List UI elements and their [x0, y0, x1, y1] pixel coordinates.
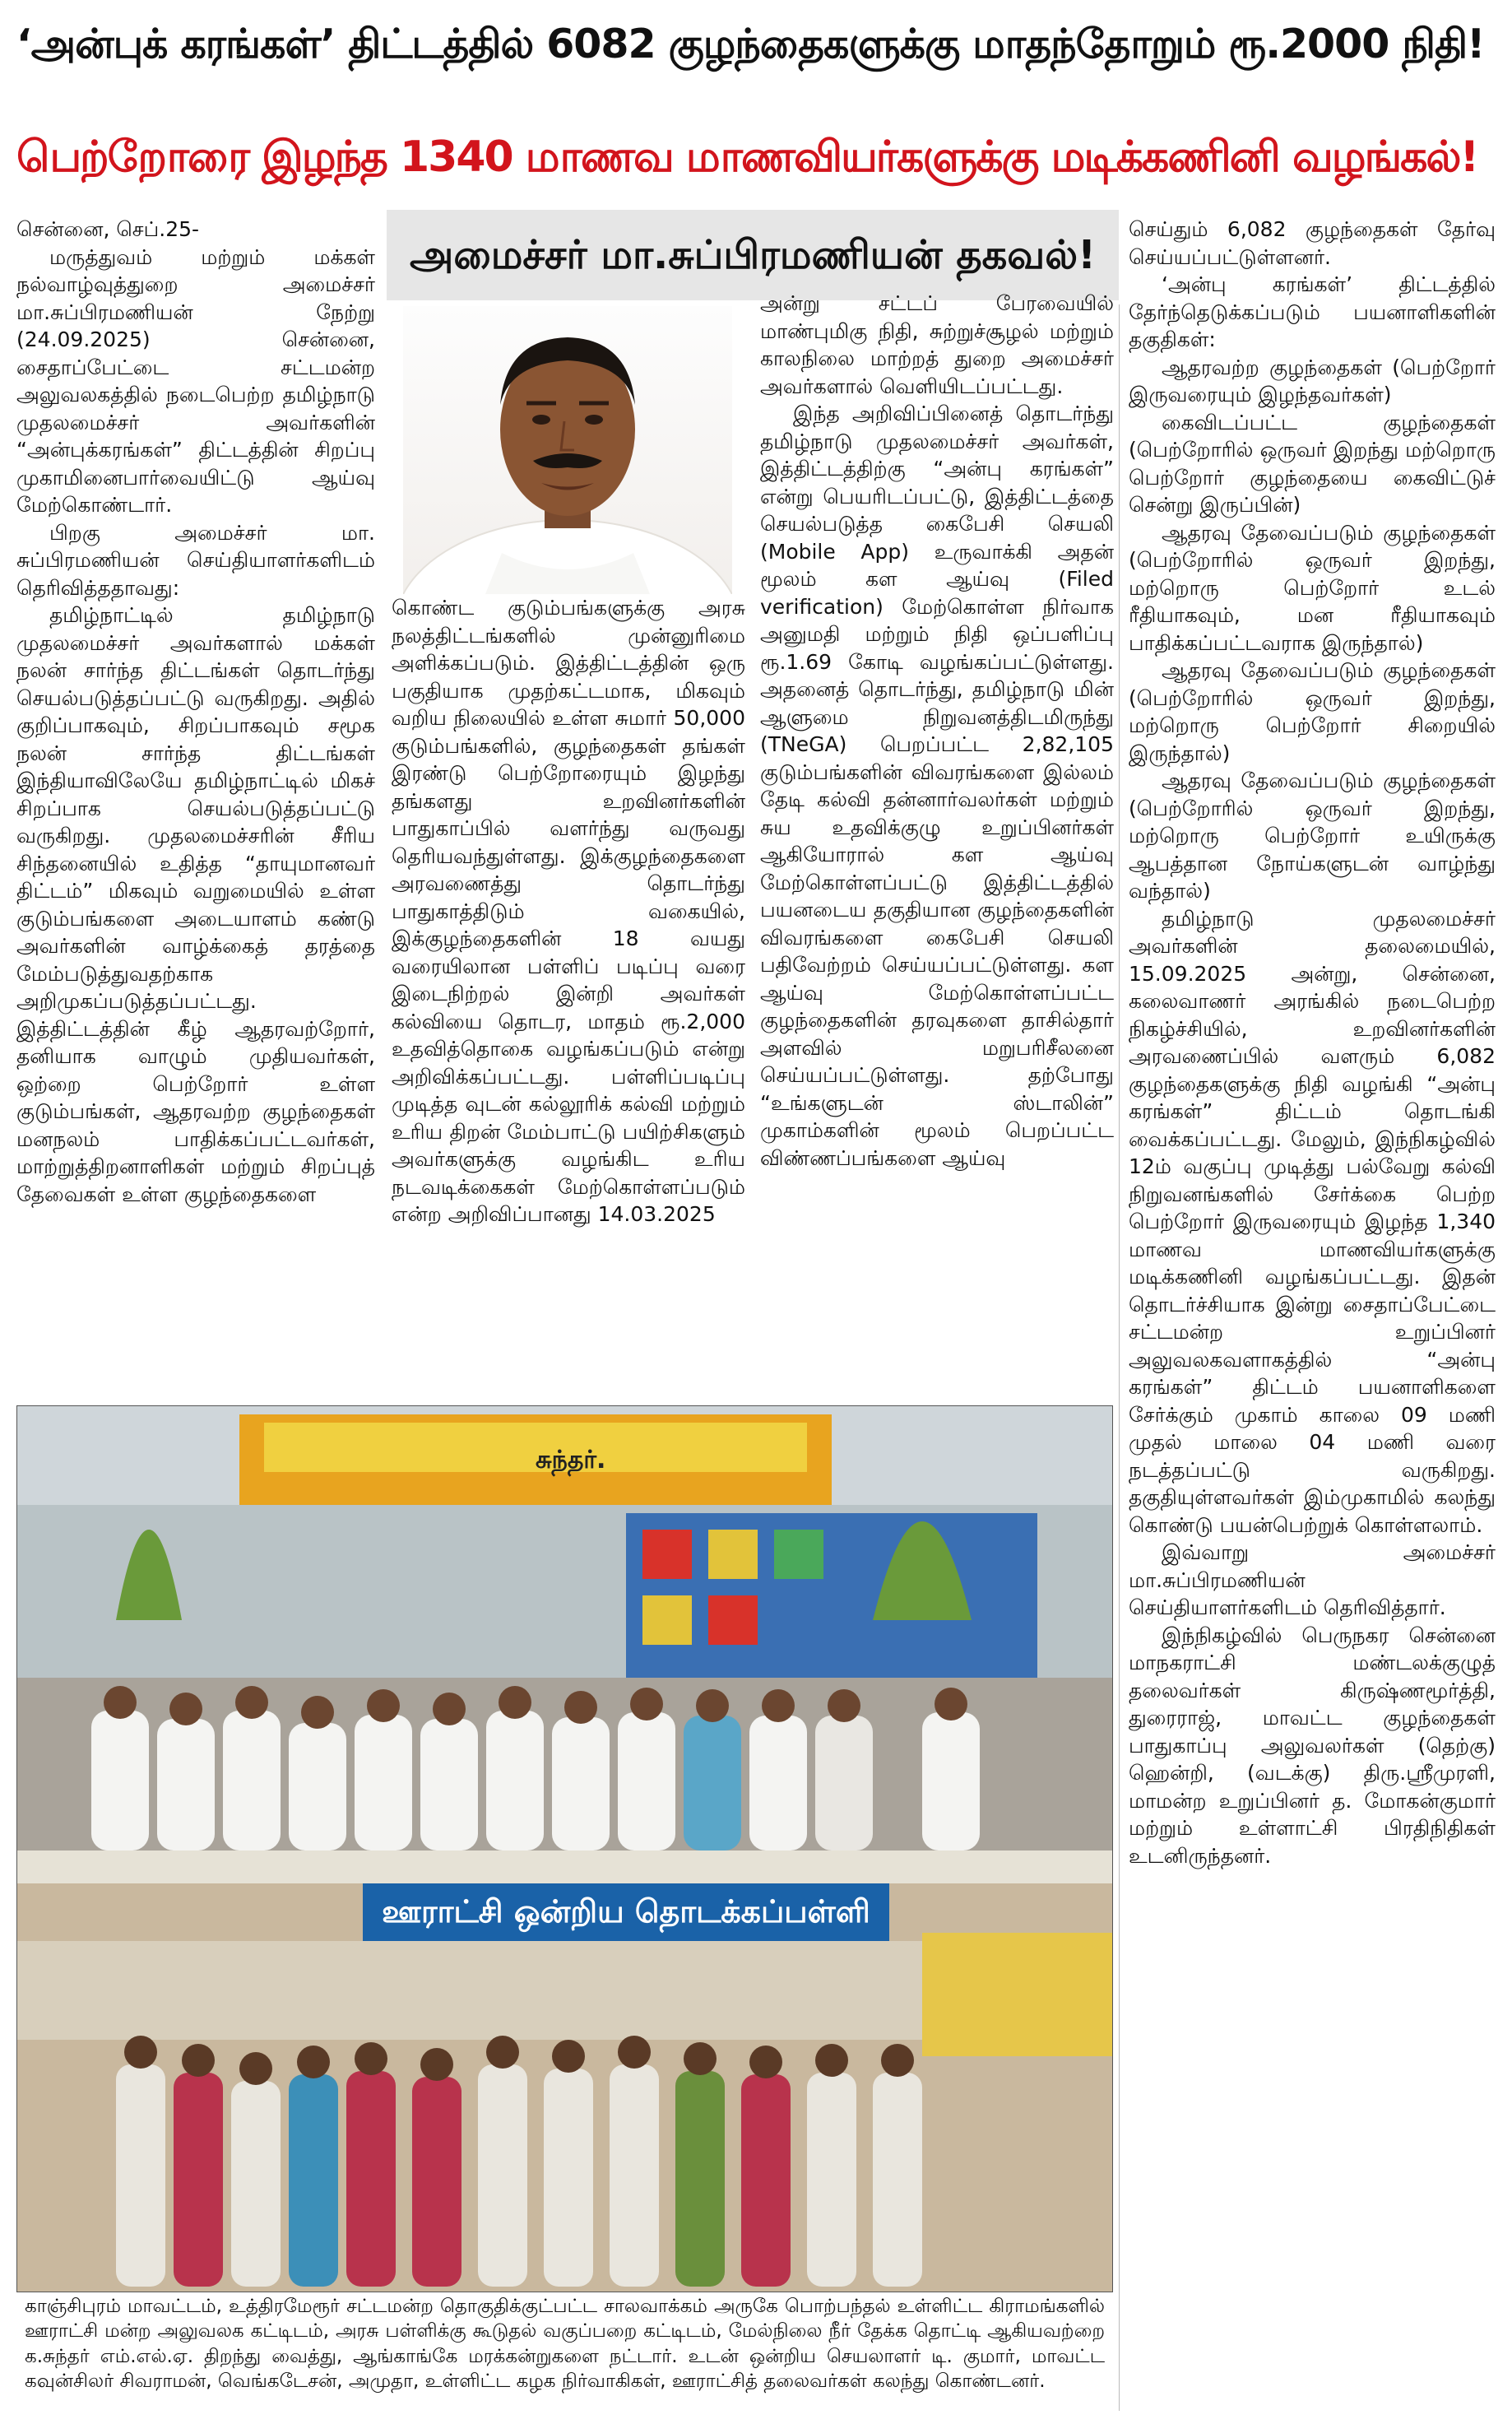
criteria-item: ஆதரவு தேவைப்படும் குழந்தைகள் (பெற்றோரில் ஒருவர் இறந்து, மற்றொரு பெற்றோர் உயிருக்கு ஆபத்தான நோய்களுடன் வாழ்ந்து வந்தால்) — [1129, 769, 1496, 903]
criteria-item: ஆதரவு தேவைப்படும் குழந்தைகள் (பெற்றோரில் ஒருவர் இறந்து, மற்றொரு பெற்றோர் உடல் ரீதியாகவும், மன ரீதியாகவும் பாதிக்கப்பட்டவராக இருந்தால்) — [1129, 520, 1496, 655]
paragraph: அன்று சட்டப் பேரவையில் மாண்புமிகு நிதி, சுற்றுச்சூழல் மற்றும் காலநிலை மாற்றத் துறை அமைச்சர் அவர்களால் வெளியிடப்பட்டது. — [760, 291, 1114, 398]
article-column-2 — [392, 594, 745, 1397]
paragraph: தமிழ்நாடு முதலமைச்சர் அவர்களின் தலைமையில், 15.09.2025 அன்று, சென்னை, கலைவாணர் அரங்கில் நடைபெற்ற நிகழ்ச்சியில், உறவினர்களின் அரவணைப்பில் வளரும் 6,082 குழந்தைகளுக்கு நிதி வழங்கி “அன்பு கரங்கள்” திட்டம் தொடங்கி வைக்கப்பட்டது. மேலும், இந்நிகழ்வில் 12ம் வகுப்பு முடித்து பல்வேறு கல்வி நிறுவனங்களில் சேர்க்கை பெற்ற பெற்றோர் இருவரையும் இழந்த 1,340 மாணவ மாணவியர்களுக்கு மடிக்கணினி வழங்கப்பட்டது. இதன் தொடர்ச்சியாக இன்று சைதாப்பேட்டை சட்டமன்ற உறுப்பினர் அலுவலகவளாகத்தில் “அன்பு கரங்கள்” திட்டம் பயனாளிகளை சேர்க்கும் முகாம் காலை 09 மணி முதல் மாலை 04 மணி வரை நடத்தப்பட்டு வருகிறது. தகுதியுள்ளவர்கள் இம்முகாமில் கலந்து கொண்டு பயன்பெற்றுக் கொள்ளலாம். — [1129, 906, 1496, 1537]
article-column-3 — [760, 290, 1114, 1397]
article-column-1 — [16, 216, 375, 1397]
headline-main: பெற்றோரை இழந்த 1340 மாணவ மாணவியர்களுக்கு மடிக்கணினி வழங்கல்! — [16, 132, 1478, 182]
criteria-item: ஆதரவற்ற குழந்தைகள் (பெற்றோர் இருவரையும் இழந்தவர்கள்) — [1129, 355, 1496, 406]
headline-top: ‘அன்புக் கரங்கள்’ திட்டத்தில் 6082 குழந்தைகளுக்கு மாதந்தோறும் ரூ.2000 நிதி! — [16, 21, 1485, 67]
criteria-item: ஆதரவு தேவைப்படும் குழந்தைகள் (பெற்றோரில் ஒருவர் இறந்து, மற்றொரு பெற்றோர் சிறையில் இருந்தால்) — [1129, 658, 1496, 765]
paragraph: கொண்ட குடும்பங்களுக்கு அரசு நலத்திட்டங்களில் முன்னுரிமை அளிக்கப்படும். இத்திட்டத்தின் ஒரு பகுதியாக முதற்கட்டமாக, மிகவும் வறிய நிலையில் உள்ள சுமார் 50,000 குடும்பங்களில், குழந்தைகள் தங்கள் இரண்டு பெற்றோரையும் இழந்து தங்களது உறவினர்களின் பாதுகாப்பில் வளர்ந்து வருவது தெரியவந்துள்ளது. இக்குழந்தைகளை அரவணைத்து தொடர்ந்து பாதுகாத்திடும் வகையில், இக்குழந்தைகளின் 18 வயது வரையிலான பள்ளிப் படிப்பு வரை இடைநிற்றல் இன்றி அவர்கள் கல்வியை தொடர, மாதம் ரூ.2,000 உதவித்தொகை வழங்கப்படும் என்று அறிவிக்கப்பட்டது. பள்ளிப்படிப்பு முடித்த வுடன் கல்லூரிக் கல்வி மற்றும் உரிய திறன் மேம்பாட்டு பயிற்சிகளும் அவர்களுக்கு வழங்கிட உரிய நடவடிக்கைகள் மேற்கொள்ளப்படும் என்ற அறிவிப்பானது 14.03.2025 — [392, 596, 745, 1226]
event-photo — [16, 1405, 1113, 2292]
paragraph: மருத்துவம் மற்றும் மக்கள் நல்வாழ்வுத்துறை அமைச்சர் மா.சுப்பிரமணியன் நேற்று (24.09.2025) சென்னை, சைதாப்பேட்டை சட்டமன்ற அலுவலகத்தில் நடைபெற்ற தமிழ்நாடு முதலமைச்சர் அவர்களின் “அன்புக்கரங்கள்” திட்டத்தின் சிறப்பு முகாமினைபார்வையிட்டு ஆய்வு மேற்கொண்டார். — [16, 244, 375, 517]
criteria-item: கைவிடப்பட்ட குழந்தைகள் (பெற்றோரில் ஒருவர் இறந்து மற்றொரு பெற்றோர் குழந்தையை கைவிட்டுச் சென்று இருப்பின்) — [1129, 410, 1496, 517]
dateline: சென்னை, செப்.25- — [16, 217, 200, 241]
paragraph: பிறகு அமைச்சர் மா. சுப்பிரமணியன் செய்தியாளர்களிடம் தெரிவித்ததாவது: — [16, 520, 375, 600]
paragraph: இந்நிகழ்வில் பெருநகர சென்னை மாநகராட்சி மண்டலக்குழுத் தலைவர்கள் கிருஷ்ணமூர்த்தி, துரைராஜ், மாவட்ட குழந்தைகள் பாதுகாப்பு அலுவலர்கள் (தெற்கு) ஹென்றி, (வடக்கு) திரு.ஸ்ரீமுரளி, மாமன்ற உறுப்பினர் த. மோகன்குமார் மற்றும் உள்ளாட்சி பிரதிநிதிகள் உடனிருந்தனர். — [1129, 1623, 1496, 1868]
article-column-4 — [1129, 216, 1496, 2408]
subheadline: அமைச்சர் மா.சுப்பிரமணியன் தகவல்! — [387, 210, 1119, 300]
paragraph: இந்த அறிவிப்பினைத் தொடர்ந்து தமிழ்நாடு முதலமைச்சர் அவர்கள், இத்திட்டத்திற்கு “அன்பு கரங்கள்” என்று பெயரிடப்பட்டு, இத்திட்டத்தை செயல்படுத்த கைபேசி செயலி (Mobile App) உருவாக்கி அதன் மூலம் கள ஆய்வு (Filed verification) மேற்கொள்ள நிர்வாக அனுமதி மற்றும் நிதி ஒப்பளிப்பு ரூ.1.69 கோடி வழங்கப்பட்டுள்ளது. அதனைத் தொடர்ந்து, தமிழ்நாடு மின் ஆளுமை நிறுவனத்திடமிருந்து (TNeGA) பெறப்பட்ட 2,82,105 குடும்பங்களின் விவரங்களை இல்லம் தேடி கல்வி தன்னார்வலர்கள் மற்றும் சுய உதவிக்குழு உறுப்பினர்கள் ஆகியோரால் கள ஆய்வு மேற்கொள்ளப்பட்டு இத்திட்டத்தில் பயனடைய தகுதியான குழந்தைகளின் விவரங்களை கைபேசி செயலி பதிவேற்றம் செய்யப்பட்டுள்ளது. கள ஆய்வு மேற்கொள்ளப்பட்ட குழந்தைகளின் தரவுகளை தாசில்தார் அளவில் மறுபரிசீலனை செய்யப்பட்டுள்ளது. தற்போது “உங்களுடன் ஸ்டாலின்” முகாம்களின் மூலம் பெறப்பட்ட விண்ணப்பங்களை ஆய்வு — [760, 402, 1114, 1170]
school-sign-text: ஊராட்சி ஒன்றிய தொடக்கப்பள்ளி — [382, 1893, 870, 1929]
paragraph: ‘அன்பு கரங்கள்’ திட்டத்தில் தேர்ந்தெடுக்கப்படும் பயனாளிகளின் தகுதிகள்: — [1129, 272, 1496, 351]
paragraph: இவ்வாறு அமைச்சர் மா.சுப்பிரமணியன் செய்தியாளர்களிடம் தெரிவித்தார். — [1129, 1540, 1496, 1619]
minister-portrait — [403, 306, 732, 594]
column-divider — [1119, 304, 1120, 2411]
photo-caption: காஞ்சிபுரம் மாவட்டம், உத்திரமேரூர் சட்டமன்ற தொகுதிக்குட்பட்ட சாலவாக்கம் அருகே பொற்பந்தல் உள்ளிட்ட கிராமங்களில் ஊராட்சி மன்ற அலுவலக கட்டிடம், அரசு பள்ளிக்கு கூடுதல் வகுப்பறை கட்டிடம், மேல்நிலை நீர் தேக்க தொட்டி ஆகியவற்றை க.சுந்தர் எம்.எல்.ஏ. திறந்து வைத்து, ஆங்காங்கே மரக்கன்றுகளை நட்டார். உடன் ஒன்றிய செயலாளர் டி. குமார், மாவட்ட கவுன்சிலர் சிவராமன், வெங்கடேசன், அமுதா, உள்ளிட்ட கழக நிர்வாகிகள், ஊராட்சித் தலைவர்கள் கலந்து கொண்டனர். — [25, 2296, 1105, 2393]
paragraph: செய்தும் 6,082 குழந்தைகள் தேர்வு செய்யப்பட்டுள்ளனர். — [1129, 217, 1496, 269]
photo-banner-text: சுந்தர். — [536, 1446, 606, 1474]
paragraph: தமிழ்நாட்டில் தமிழ்நாடு முதலமைச்சர் அவர்களால் மக்கள் நலன் சார்ந்த திட்டங்கள் தொடர்ந்து செயல்படுத்தப்பட்டு வருகிறது. அதில் குறிப்பாகவும், சிறப்பாகவும் சமூக நலன் சார்ந்த திட்டங்கள் இந்தியாவிலேயே தமிழ்நாட்டில் மிகச் சிறப்பாக செயல்படுத்தப்பட்டு வருகிறது. முதலமைச்சரின் சீரிய சிந்தனையில் உதித்த “தாயுமானவர் திட்டம்” மிகவும் வறுமையில் உள்ள குடும்பங்களை அடையாளம் கண்டு அவர்களின் வாழ்க்கைத் தரத்தை மேம்படுத்துவதற்காக அறிமுகப்படுத்தப்பட்டது. இத்திட்டத்தின் கீழ் ஆதரவற்றோர், தனியாக வாழும் முதியவர்கள், ஒற்றை பெற்றோர் உள்ள குடும்பங்கள், ஆதரவற்ற குழந்தைகள் மனநலம் பாதிக்கப்பட்டவர்கள், மாற்றுத்திறனாளிகள் மற்றும் சிறப்புத் தேவைகள் உள்ள குழந்தைகளை — [16, 603, 375, 1206]
